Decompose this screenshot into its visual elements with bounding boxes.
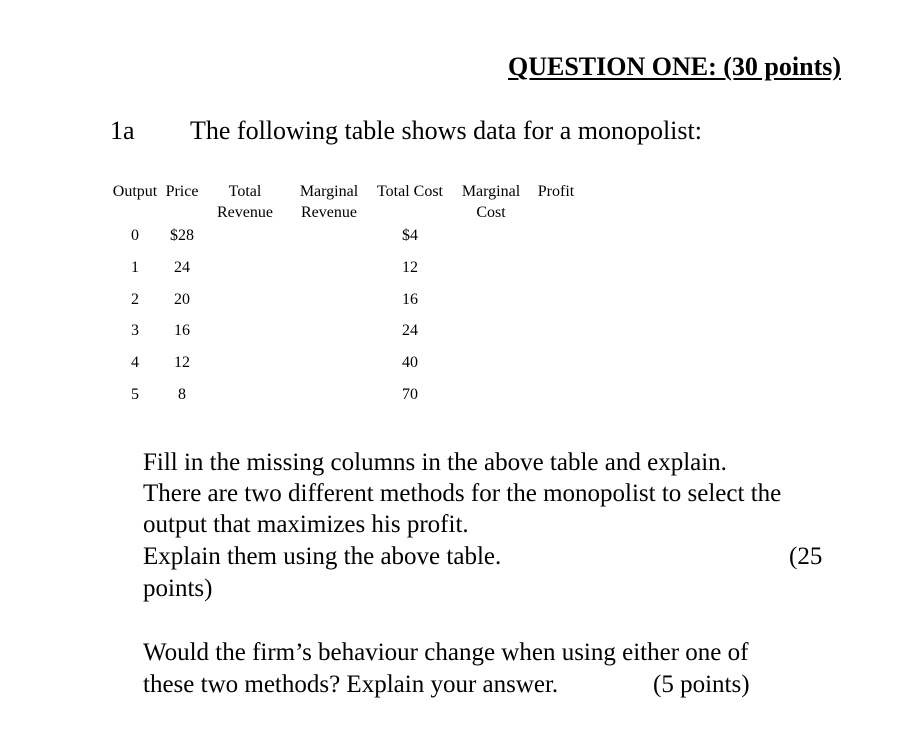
cell-price: 24 (174, 259, 190, 276)
cell-price: 16 (174, 322, 190, 339)
cell-price: 12 (174, 354, 190, 371)
header-line: Marginal (461, 183, 521, 200)
cell-price: 8 (178, 386, 186, 403)
header-line: Price (165, 183, 199, 200)
header-line: Cost (476, 204, 506, 221)
header-total-cost (370, 181, 450, 202)
cell-total-cost: 24 (402, 322, 418, 339)
cell-output: 4 (131, 354, 139, 371)
header-line: Output (112, 183, 158, 200)
instruction-line: Fill in the missing columns in the above table and explain. (143, 449, 727, 476)
header-line: Revenue (217, 204, 273, 221)
header-profit (532, 181, 580, 202)
question-line: these two methods? Explain your answer. (143, 671, 559, 698)
instruction-line: There are two different methods for the monopolist to select the (143, 480, 782, 507)
points-label: (5 points) (653, 671, 750, 698)
instruction-line: Explain them using the above table. (143, 543, 502, 570)
header-line: Revenue (301, 204, 357, 221)
intro-text: The following table shows data for a monopolist: (190, 116, 702, 145)
cell-output: 0 (131, 227, 139, 244)
cell-price: $28 (170, 227, 194, 244)
cell-total-cost: 16 (402, 291, 418, 308)
cell-total-cost: 70 (402, 386, 418, 403)
cell-output: 2 (131, 291, 139, 308)
header-marginal-revenue (292, 181, 366, 223)
cell-price: 20 (174, 291, 190, 308)
instruction-line: output that maximizes his profit. (143, 511, 469, 538)
header-total-revenue (210, 181, 280, 223)
cell-total-cost: $4 (402, 227, 418, 244)
instruction-line: points) (143, 575, 213, 602)
header-price (160, 181, 204, 202)
header-marginal-cost (455, 181, 527, 223)
question-title: QUESTION ONE: (30 points) (508, 52, 841, 81)
question-line: Would the firm’s behaviour change when using either one of (143, 639, 749, 666)
cell-total-cost: 40 (402, 354, 418, 371)
header-line: Total Cost (377, 183, 443, 200)
cell-output: 3 (131, 322, 139, 339)
header-line: Profit (537, 183, 575, 200)
cell-output: 5 (131, 386, 139, 403)
header-line: Marginal (299, 183, 359, 200)
points-label: (25 (789, 543, 823, 570)
header-line: Total (228, 183, 262, 200)
question-number: 1a (110, 116, 135, 145)
header-output (110, 181, 160, 202)
cell-output: 1 (131, 259, 139, 276)
cell-total-cost: 12 (402, 259, 418, 276)
